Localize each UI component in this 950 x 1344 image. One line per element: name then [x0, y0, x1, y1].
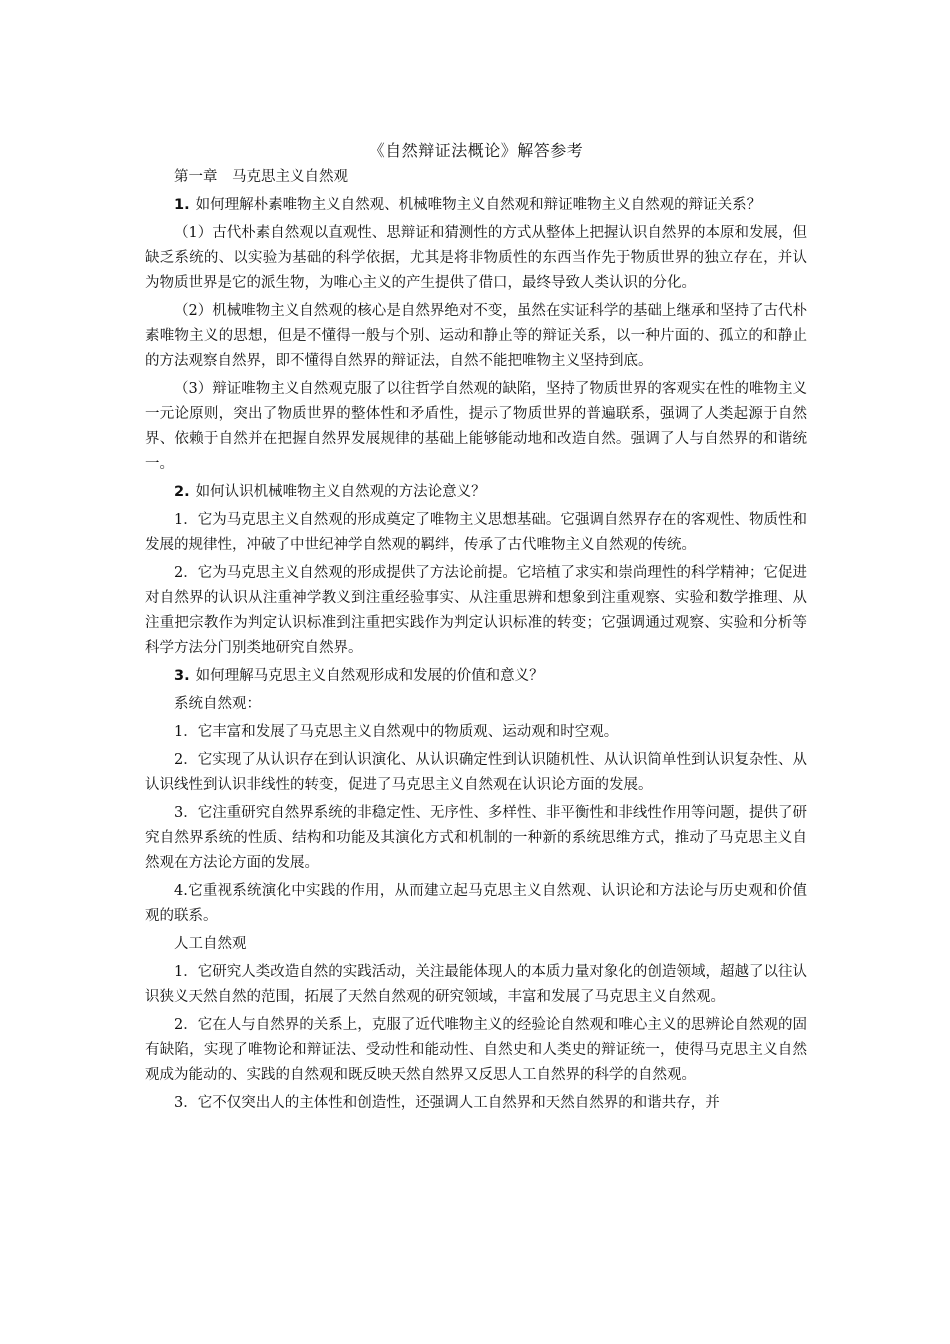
answer-paragraph: 3．它不仅突出人的主体性和创造性，还强调人工自然界和天然自然界的和谐共存，并: [174, 1095, 720, 1111]
question-number: 2.: [174, 484, 190, 500]
answer-paragraph: 2．它实现了从认识存在到认识演化、从认识确定性到认识随机性、从认识简单性到认识复杂性、从认识线性到认识非线性的转变，促进了马克思主义自然观在认识论方面的发展。: [145, 752, 807, 793]
section-heading-artificial: 人工自然观: [174, 936, 247, 952]
section-heading-system: 系统自然观：: [174, 696, 261, 712]
answer-paragraph: 3．它注重研究自然界系统的非稳定性、无序性、多样性、非平衡性和非线性作用等问题，提供了研究自然界系统的性质、结构和功能及其演化方式和机制的一种新的系统思维方式，推动了马克思主义自然观在方法论方面的发展。: [145, 805, 807, 871]
question-text: 如何认识机械唯物主义自然观的方法论意义？: [195, 484, 486, 500]
chapter-heading: 第一章 马克思主义自然观: [174, 169, 348, 185]
question-number: 3.: [174, 668, 190, 684]
question-number: 1.: [174, 197, 190, 213]
question-1: [145, 193, 807, 218]
answer-paragraph: （2）机械唯物主义自然观的核心是自然界绝对不变，虽然在实证科学的基础上继承和坚持了古代朴素唯物主义的思想，但是不懂得一般与个别、运动和静止等的辩证关系，以一种片面的、孤立的和静止的方法观察自然界，即不懂得自然界的辩证法，自然不能把唯物主义坚持到底。: [145, 303, 807, 369]
document-page: [145, 138, 807, 1120]
document-title: 《自然辩证法概论》解答参考: [368, 141, 584, 160]
answer-paragraph: 1．它丰富和发展了马克思主义自然观中的物质观、运动观和时空观。: [174, 724, 619, 740]
question-text: 如何理解朴素唯物主义自然观、机械唯物主义自然观和辩证唯物主义自然观的辩证关系？: [195, 197, 762, 213]
answer-paragraph: 1．它研究人类改造自然的实践活动，关注最能体现人的本质力量对象化的创造领域，超越了以往认识狭义天然自然的范围，拓展了天然自然观的研究领域，丰富和发展了马克思主义自然观。: [145, 964, 807, 1005]
answer-paragraph: 4.它重视系统演化中实践的作用，从而建立起马克思主义自然观、认识论和方法论与历史观和价值观的联系。: [145, 883, 807, 924]
answer-paragraph: 2．它为马克思主义自然观的形成提供了方法论前提。它培植了求实和崇尚理性的科学精神；它促进对自然界的认识从注重神学教义到注重经验事实、从注重思辨和想象到注重观察、实验和数学推理、从注重把宗教作为判定认识标准到注重把实践作为判定认识标准的转变；它强调通过观察、实验和分析等科学方法分门别类地研究自然界。: [145, 565, 807, 656]
question-3: [145, 664, 807, 689]
answer-paragraph: （1）古代朴素自然观以直观性、思辩证和猜测性的方式从整体上把握认识自然界的本原和发展，但缺乏系统的、以实验为基础的科学依据，尤其是将非物质性的东西当作先于物质世界的独立存在，并认为物质世界是它的派生物，为唯心主义的产生提供了借口，最终导致人类认识的分化。: [145, 225, 807, 291]
question-2: [145, 480, 807, 505]
question-text: 如何理解马克思主义自然观形成和发展的价值和意义？: [195, 668, 544, 684]
answer-paragraph: 1．它为马克思主义自然观的形成奠定了唯物主义思想基础。它强调自然界存在的客观性、物质性和发展的规律性，冲破了中世纪神学自然观的羁绊，传承了古代唯物主义自然观的传统。: [145, 512, 807, 553]
answer-paragraph: 2．它在人与自然界的关系上，克服了近代唯物主义的经验论自然观和唯心主义的思辨论自然观的固有缺陷，实现了唯物论和辩证法、受动性和能动性、自然史和人类史的辩证统一，使得马克思主义自然观成为能动的、实践的自然观和既反映天然自然界又反思人工自然界的科学的自然观。: [145, 1017, 807, 1083]
answer-paragraph: （3）辩证唯物主义自然观克服了以往哲学自然观的缺陷，坚持了物质世界的客观实在性的唯物主义一元论原则，突出了物质世界的整体性和矛盾性，提示了物质世界的普遍联系，强调了人类起源于自然界、依赖于自然并在把握自然界发展规律的基础上能够能动地和改造自然。强调了人与自然界的和谐统一。: [145, 381, 807, 472]
